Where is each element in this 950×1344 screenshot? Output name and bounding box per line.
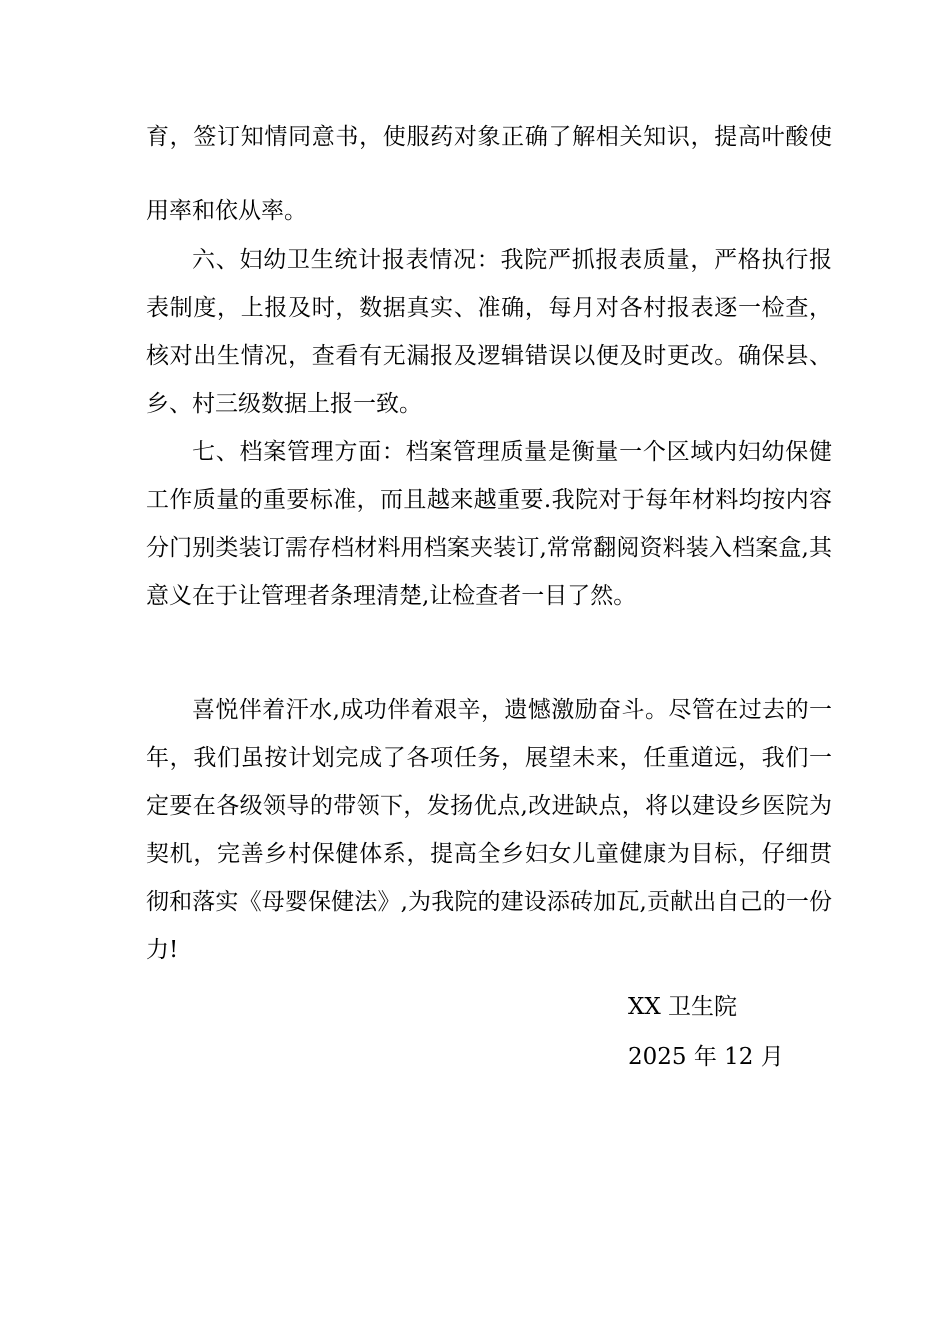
signature-date: 2025 年 12 月 bbox=[628, 1044, 784, 1070]
paragraph-continuation: 育，签订知情同意书，使服药对象正确了解相关知识，提高叶酸使用率和依从率。 bbox=[146, 124, 832, 224]
paragraph-conclusion: 喜悦伴着汗水,成功伴着艰辛，遗憾激励奋斗。尽管在过去的一年，我们虽按计划完成了各项任务，展望未来，任重道远，我们一定要在各级领导的带领下，发扬优点,改进缺点，将以建设乡医院为契机，完善乡村保健体系，提高全乡妇女儿童健康为目标，仔细贯彻和落实《母婴保健法》,为我院的建设添砖加瓦,贡献出自己的一份力! bbox=[146, 697, 832, 963]
paragraph-statistics-report: 六、妇幼卫生统计报表情况：我院严抓报表质量，严格执行报表制度，上报及时，数据真实、准确，每月对各村报表逐一检查，核对出生情况，查看有无漏报及逻辑错误以便及时更改。确保县、乡、村三级数据上报一致。 bbox=[146, 247, 832, 417]
signature-organization: XX 卫生院 bbox=[628, 994, 738, 1020]
paragraph-archive-management: 七、档案管理方面：档案管理质量是衡量一个区域内妇幼保健工作质量的重要标准，而且越来越重要.我院对于每年材料均按内容分门别类装订需存档材料用档案夹装订,常常翻阅资料装入档案盒,其意义在于让管理者条理清楚,让检查者一目了然。 bbox=[146, 439, 832, 609]
